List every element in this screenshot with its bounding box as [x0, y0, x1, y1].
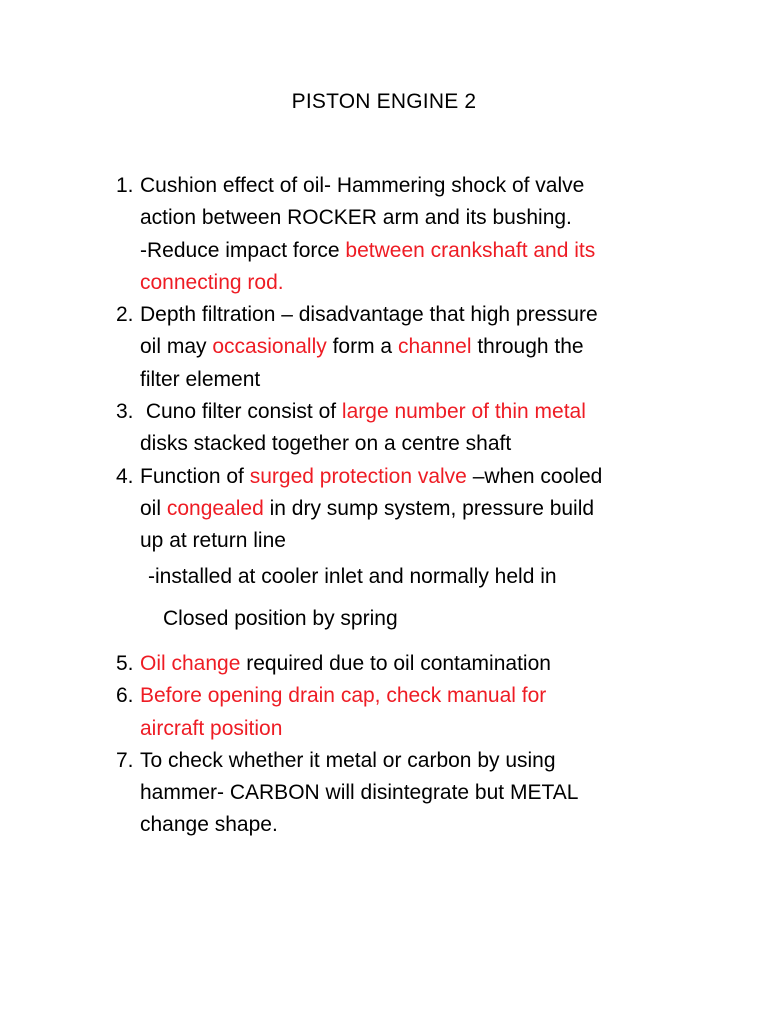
highlighted-text: between crankshaft and its [345, 238, 596, 262]
list-number: 5. [116, 652, 134, 675]
list-number: 1. [116, 174, 134, 197]
list-text [140, 648, 676, 680]
list-text: Cushion effect of oil- Hammering shock of valve [140, 174, 585, 197]
list-item-5 [116, 648, 676, 680]
list-text-plain: Function of [140, 464, 250, 488]
list-text: Depth filtration – disadvantage that high pressure [140, 303, 598, 327]
list-text: change shape. [140, 813, 278, 837]
list-number: 4. [116, 464, 134, 488]
list-text: disks stacked together on a centre shaft [140, 432, 512, 456]
list-text-plain: oil may [140, 335, 213, 359]
list-text-plain: form a [326, 335, 398, 359]
list-text [140, 493, 676, 525]
list-text-plain: required due to oil contamination [240, 652, 551, 675]
highlighted-text: Oil change [140, 652, 241, 675]
list-text: up at return line [140, 529, 286, 553]
list-text: To check whether it metal or carbon by using [140, 748, 556, 772]
list-number: 6. [116, 684, 134, 708]
list-item-1 [116, 170, 676, 299]
highlighted-text: occasionally [212, 335, 327, 359]
list-item-7 [116, 745, 676, 842]
list-text [140, 235, 676, 267]
list-number: 7. [116, 748, 134, 772]
list-text-plain: -Reduce impact force [140, 238, 346, 262]
highlighted-text: surged protection valve [249, 464, 467, 488]
list-text: action between ROCKER arm and its bushing. [140, 206, 572, 230]
list-text-plain: –when cooled [466, 464, 603, 488]
list-item-4 [116, 461, 676, 558]
highlighted-text: connecting rod. [140, 270, 284, 294]
list-number: 2. [116, 303, 134, 327]
list-text-plain: in dry sump system, pressure build [263, 496, 595, 520]
highlighted-text: large number of thin metal [341, 400, 586, 424]
list-text-plain: Cuno filter consist of [140, 400, 342, 424]
numbered-list-top [116, 170, 676, 558]
highlighted-text: Before opening drain cap, check manual for [140, 684, 547, 708]
list-text: hammer- CARBON will disintegrate but METAL [140, 781, 579, 805]
list-item-3 [116, 396, 676, 461]
note-line-1: -installed at cooler inlet and normally held in [148, 565, 557, 588]
list-text-plain: through the [471, 335, 584, 359]
note-line-2: Closed position by spring [163, 607, 398, 630]
numbered-list-bottom [116, 648, 676, 842]
list-text-plain: oil [140, 496, 167, 520]
page-title: PISTON ENGINE 2 [291, 90, 477, 113]
highlighted-text: channel [397, 335, 472, 359]
list-item-6 [116, 680, 676, 745]
list-text: filter element [140, 367, 261, 391]
list-text [140, 461, 676, 493]
list-text [140, 331, 676, 363]
list-number: 3. [116, 400, 134, 424]
list-item-2 [116, 299, 676, 396]
list-text [140, 396, 676, 428]
highlighted-text: congealed [166, 496, 264, 520]
highlighted-text: aircraft position [140, 716, 283, 740]
